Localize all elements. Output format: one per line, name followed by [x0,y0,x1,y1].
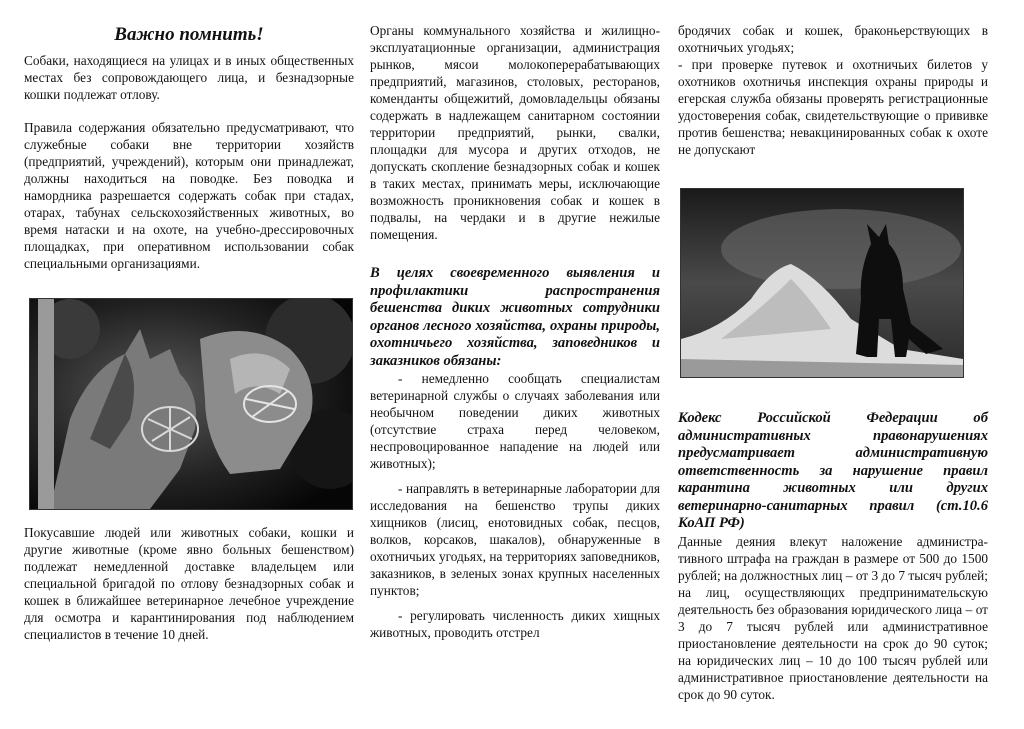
column-right-bottom [678,410,988,703]
column-left-bottom [24,524,354,643]
paragraph-stray-animals: Собаки, находящиеся на улицах и в иных общественных местах без сопровождающего лица, и безнадзорные кошки подлежат отлову. [24,53,354,102]
column-middle [370,22,660,641]
section-heading-koap: Кодекс Российской Федерации об административных правонарушениях предусматривает административную ответственность за нарушение правил карантина животных или других ветеринарно-санитарных правил (ст.10.6 КоАП РФ) [678,410,988,531]
column-left [24,0,354,272]
paragraph-bitten: Покусавшие людей или животных собаки, кошки и другие животные (кроме явно больных бешенством) подлежат немедленной доставке владельцем или специальной бригадой по отлову безнадзорных собак и кошек в ближайшее ветеринарное лечебное учреждение для осмотра и карантинирования под наблюдением специалистов в течение 10 дней. [24,525,354,642]
paragraph-hunting-check: - при проверке путевок и охотничьих билетов у охотников охотничья инспекция охраны природы и егерская служба обязаны проверять регистрационные удостоверения собак, свидетельствующие о прививке против бешенства; невакцинированных собак к охоте не допускают [678,57,988,157]
photo-fox [680,188,964,378]
column-right [678,22,988,158]
page-title: Важно помнить! [114,24,264,45]
paragraph-stray-hunting: бродячих собак и кошек, браконьерствующих в охотничьих угодьях; [678,23,988,55]
photo-muzzled-dogs [29,298,353,510]
paragraph-communal-services: Органы коммунального хозяйства и жилищно-эксплуатационные организации, администрация рынков, мясои молокоперерабатывающих предприятий, магазинов, столовых, ресторанов, коменданты общежитий, домовладельцы обязаны содержать в надлежащем санитарном состоянии территории предприятий, рынки, свалки, площадки для мусора и других отходов, не допускать скопление безнадзорных собак и кошек в таких местах, принимать меры, исключающие возможность проникновения собак и кошек в подвалы, на чердаки и в другие нежилые помещения. [370,23,660,242]
section-heading-wild-rabies: В целях своевременного выявления и профилактики распространения бешенства диких животных сотрудники органов лесного хозяйства, охраны природы, охотничьего хозяйства, заповедников и заказников обязаны: [370,265,660,369]
paragraph-penalties: Данные деяния влекут наложение администра-тивного штрафа на граждан в размере от 500 до 1500 рублей; на должностных лиц – от 3 до 7 тысяч рублей; на лиц, осуществляющих предпринимательскую деятельность без образования юридического лица – от 3 до 7 тысяч рублей или административное приостановление деятельности на срок до 90 суток; на юридических лиц – 10 до 100 тысяч рублей или административное приостановление деятельности на срок до 90 суток. [678,533,988,702]
bullet-regulate: - регулировать численность диких хищных животных, проводить отстрел [370,608,660,640]
paragraph-keeping-rules: Правила содержания обязательно предусматривают, что служебные собаки вне территории хозяйств (предприятий, учреждений), которым они принадлежат, должны находиться на поводке. Без поводка и намордника разрешается содержать собак при стадах, отарах, табунах сельскохозяйственных животных, во время натаски и на охоте, на учебно-дрессировочных площадках, при оперативном использовании собак специальными организациями. [24,120,354,271]
bullet-send-lab: - направлять в ветеринарные лаборатории для исследования на бешенство трупы диких хищников (лисиц, енотовидных собак, песцов, волков, корсаков, шакалов), обнаруженные в охотничьих угодьях, на территориях заповедников, заказников, в зеленых зонах крупных населенных пунктов; [370,481,660,598]
bullet-report: - немедленно сообщать специалистам ветеринарной службы о случаях заболевания или необычном поведении диких животных (отсутствие страха перед человеком, неспровоцированное нападение на людей или животных); [370,371,660,471]
